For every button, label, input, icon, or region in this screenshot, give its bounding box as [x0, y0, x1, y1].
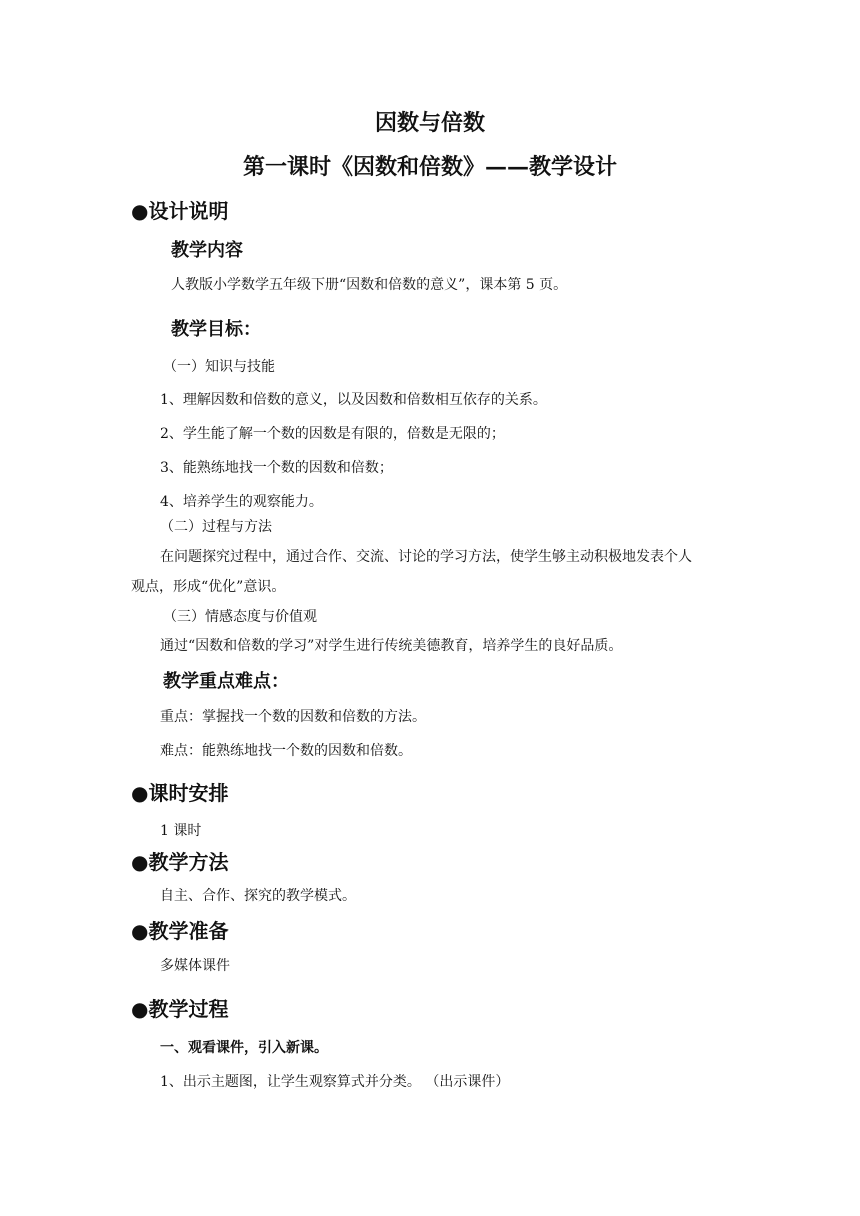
goal2-text-line2: 观点，形成“优化”意识。 — [131, 579, 286, 595]
goal3-text: 通过“因数和倍数的学习”对学生进行传统美德教育，培养学生的良好品质。 — [160, 638, 623, 654]
section-heading-method: ●教学方法 — [131, 850, 229, 874]
schedule-text: 1 课时 — [160, 823, 202, 839]
goal1-item: 2、学生能了解一个数的因数是有限的，倍数是无限的； — [160, 426, 505, 442]
document-subtitle: 第一课时《因数和倍数》——教学设计 — [242, 154, 617, 180]
key-point: 重点：掌握找一个数的因数和倍数的方法。 — [160, 709, 426, 725]
goal3-title: （三）情感态度与价值观 — [163, 609, 317, 625]
difficult-point: 难点：能熟练地找一个数的因数和倍数。 — [160, 743, 412, 759]
goal1-title: （一）知识与技能 — [163, 359, 275, 375]
document-title: 因数与倍数 — [374, 110, 485, 136]
section-heading-prep: ●教学准备 — [131, 919, 229, 943]
subheading-keypoints: 教学重点难点： — [163, 671, 289, 692]
subheading-content: 教学内容 — [171, 240, 243, 261]
goal1-item: 1、理解因数和倍数的意义，以及因数和倍数相互依存的关系。 — [160, 392, 547, 408]
section-heading-design: ●设计说明 — [131, 199, 229, 223]
subheading-goals: 教学目标： — [171, 319, 261, 340]
goal2-title: （二）过程与方法 — [160, 519, 272, 535]
goal1-item: 3、能熟练地找一个数的因数和倍数； — [160, 460, 393, 476]
goal2-text-line1: 在问题探究过程中，通过合作、交流、讨论的学习方法，使学生够主动积极地发表个人 — [160, 549, 692, 565]
content-text: 人教版小学数学五年级下册“因数和倍数的意义”，课本第 5 页。 — [171, 277, 568, 293]
process-step1-title: 一、观看课件，引入新课。 — [160, 1040, 328, 1056]
prep-text: 多媒体课件 — [160, 958, 230, 974]
section-heading-schedule: ●课时安排 — [131, 781, 229, 805]
process-step1-item: 1、出示主题图，让学生观察算式并分类。 （出示课件） — [160, 1074, 510, 1090]
goal1-item: 4、培养学生的观察能力。 — [160, 494, 323, 510]
method-text: 自主、合作、探究的教学模式。 — [160, 888, 356, 904]
section-heading-process: ●教学过程 — [131, 997, 229, 1021]
